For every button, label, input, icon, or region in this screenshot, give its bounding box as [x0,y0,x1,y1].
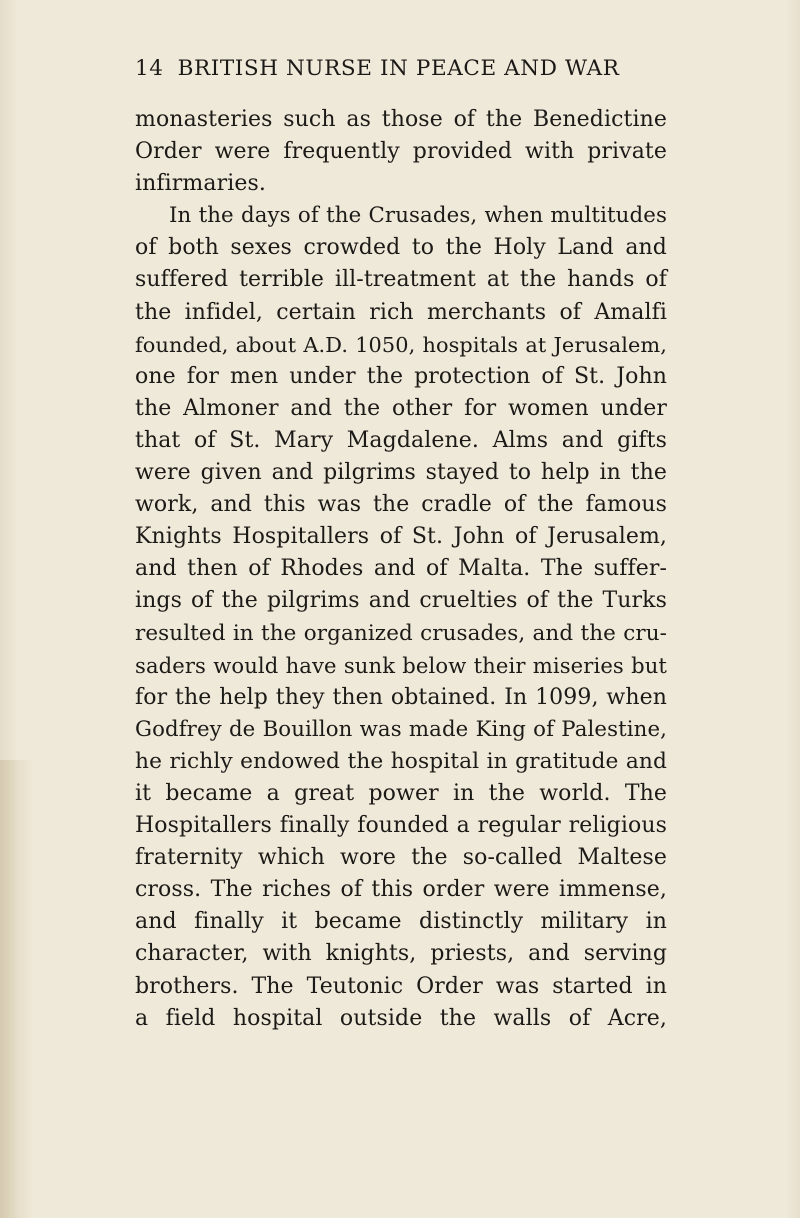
text-line: brothers. The Teutonic Order was started in [135,973,667,999]
text-line: founded, about A.D. 1050, hospitals at Jerusalem, [135,332,667,357]
text-line: it became a great power in the world. The [135,780,667,806]
text-line: work, and this was the cradle of the famous [135,492,667,518]
text-line: Knights Hospitallers of St. John of Jerusalem, [135,524,667,550]
text-line: for the help they then obtained. In 1099, when [135,684,667,710]
text-line: that of St. Mary Magdalene. Alms and gifts [135,427,667,453]
text-line: Godfrey de Bouillon was made King of Palestine, [135,716,667,742]
text-line: were given and pilgrims stayed to help in the [135,460,667,486]
text-line: of both sexes crowded to the Holy Land and [135,235,667,261]
running-title: BRITISH NURSE IN PEACE AND WAR [177,56,620,81]
page-edge-stain [0,760,34,1218]
paragraph-start-line: In the days of the Crusades, when multitudes [169,203,667,229]
text-line: saders would have sunk below their miseries but [135,652,667,678]
page-number: 14 [135,56,164,81]
text-line: and then of Rhodes and of Malta. The suffer- [135,556,667,582]
text-line: the Almoner and the other for women under [135,395,667,421]
text-line: he richly endowed the hospital in gratitude and [135,748,667,774]
text-line: the infidel, certain rich merchants of Amalfi [135,299,667,325]
text-line: Order were frequently provided with private [135,139,667,165]
text-line: ings of the pilgrims and cruelties of the Turks [135,588,667,614]
text-line: character, with knights, priests, and serving [135,941,667,967]
text-line: one for men under the protection of St. John [135,363,667,389]
running-header [135,56,665,81]
text-line: cross. The riches of this order were immense, [135,877,667,903]
body-text [135,104,667,1035]
text-line: Hospitallers finally founded a regular religious [135,813,667,839]
text-line: fraternity which wore the so-called Maltese [135,845,667,871]
text-line: resulted in the organized crusades, and the cru- [135,620,667,646]
text-line: suffered terrible ill-treatment at the hands of [135,267,667,293]
text-line: and finally it became distinctly military in [135,909,667,935]
text-line: a field hospital outside the walls of Acre, [135,1005,667,1031]
text-line: infirmaries. [135,171,266,197]
text-line: monasteries such as those of the Benedictine [135,107,667,132]
